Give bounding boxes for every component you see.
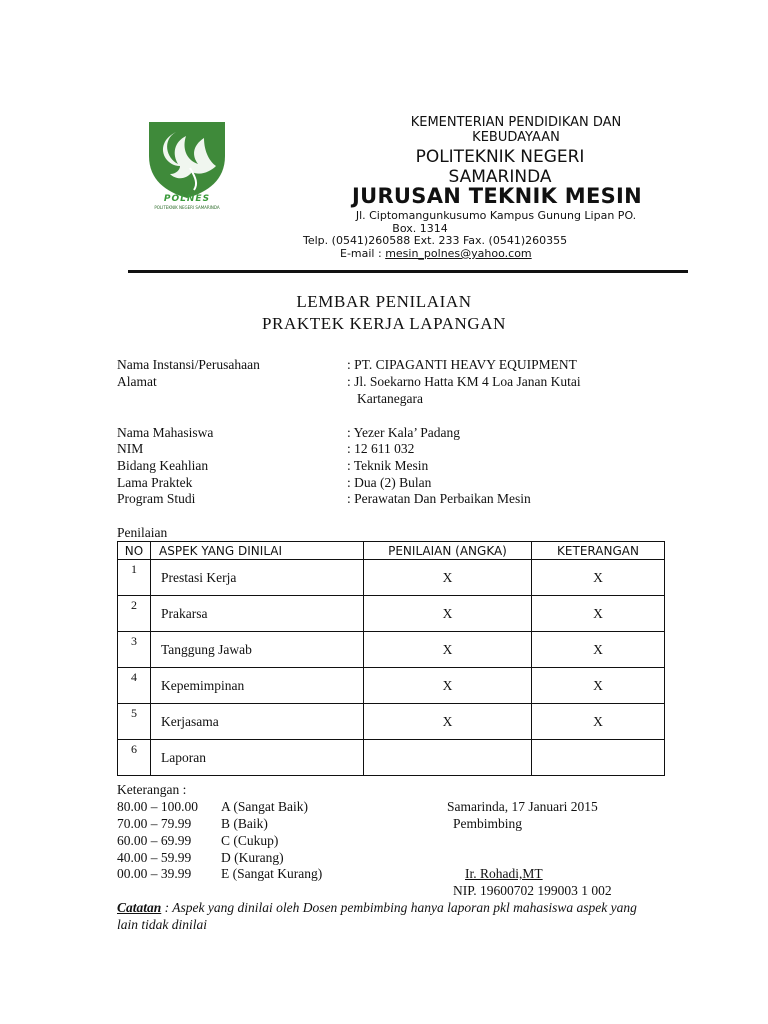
legend-range: 70.00 – 79.99: [117, 816, 192, 831]
header-aspect: ASPEK YANG DINILAI: [151, 542, 364, 560]
row-aspect: Kerjasama: [151, 704, 364, 740]
row-aspect: Laporan: [151, 740, 364, 776]
legend-grade: E (Sangat Kurang): [221, 866, 323, 881]
legend-grade: C (Cukup): [221, 833, 279, 848]
nim-value: : 12 611 032: [347, 441, 415, 456]
student-name-value: : Yezer Kala’ Padang: [347, 425, 460, 440]
row-note[interactable]: X: [532, 704, 665, 740]
legend-range: 60.00 – 69.99: [117, 833, 192, 848]
row-aspect: Kepemimpinan: [151, 668, 364, 704]
legend-range: 40.00 – 59.99: [117, 850, 192, 865]
row-score[interactable]: X: [364, 632, 532, 668]
legend-grade: A (Sangat Baik): [221, 799, 308, 814]
company-address-label: Alamat: [117, 374, 157, 389]
signature-nip: NIP. 19600702 199003 1 002: [453, 883, 612, 898]
company-address-value: : Jl. Soekarno Hatta KM 4 Loa Janan Kutai: [347, 374, 581, 389]
note-label: Catatan: [117, 900, 162, 915]
email-link[interactable]: mesin_polnes@yahoo.com: [385, 247, 532, 260]
row-no: 2: [118, 596, 151, 632]
ministry-line2: KEBUDAYAAN: [472, 130, 560, 145]
row-score[interactable]: X: [364, 668, 532, 704]
polytechnic-line2: SAMARINDA: [448, 167, 552, 187]
assessment-table: [117, 541, 665, 776]
row-no: 1: [118, 560, 151, 596]
row-score[interactable]: X: [364, 560, 532, 596]
duration-label: Lama Praktek: [117, 475, 193, 490]
legend-range: 00.00 – 39.99: [117, 866, 192, 881]
department-title: JURUSAN TEKNIK MESIN: [351, 184, 643, 208]
field-value: : Teknik Mesin: [347, 458, 429, 473]
header-no: NO: [118, 542, 151, 560]
email-line: [340, 247, 532, 260]
table-row: [118, 632, 665, 668]
row-note[interactable]: [532, 740, 665, 776]
header-score: PENILAIAN (ANGKA): [364, 542, 532, 560]
signature-name: Ir. Rohadi,MT: [465, 866, 543, 881]
row-no: 5: [118, 704, 151, 740]
student-name-label: Nama Mahasiswa: [117, 425, 214, 440]
row-no: 3: [118, 632, 151, 668]
header-note: KETERANGAN: [532, 542, 665, 560]
company-name-value: : PT. CIPAGANTI HEAVY EQUIPMENT: [347, 357, 577, 372]
legend-label: Keterangan :: [117, 782, 187, 797]
note-text: [117, 899, 657, 933]
table-row: [118, 596, 665, 632]
row-score[interactable]: X: [364, 596, 532, 632]
legend-range: 80.00 – 100.00: [117, 799, 198, 814]
polytechnic-line1: POLITEKNIK NEGERI: [415, 147, 585, 167]
row-note[interactable]: X: [532, 632, 665, 668]
row-score[interactable]: X: [364, 704, 532, 740]
table-row: [118, 668, 665, 704]
assessment-label: Penilaian: [117, 525, 168, 540]
header-divider: [128, 270, 688, 273]
row-no: 6: [118, 740, 151, 776]
row-note[interactable]: X: [532, 560, 665, 596]
polnes-logo: [146, 118, 228, 214]
address-line2: Box. 1314: [392, 222, 448, 235]
table-row: [118, 704, 665, 740]
legend-grade: D (Kurang): [221, 850, 284, 865]
table-row: [118, 560, 665, 596]
document-title: LEMBAR PENILAIAN: [296, 292, 472, 311]
address-line1: Jl. Ciptomangunkusumo Kampus Gunung Lipan PO.: [355, 209, 637, 222]
duration-value: : Dua (2) Bulan: [347, 475, 432, 490]
row-aspect: Prestasi Kerja: [151, 560, 364, 596]
logo-text: POLNES: [163, 194, 211, 204]
document-subtitle: PRAKTEK KERJA LAPANGAN: [262, 314, 506, 333]
row-score[interactable]: [364, 740, 532, 776]
table-row: [118, 740, 665, 776]
email-label: E-mail :: [340, 247, 386, 260]
ministry-line1: KEMENTERIAN PENDIDIKAN DAN: [410, 115, 622, 130]
signature-role: Pembimbing: [453, 816, 523, 831]
row-aspect: Prakarsa: [151, 596, 364, 632]
program-label: Program Studi: [117, 491, 196, 506]
signature-place-date: Samarinda, 17 Januari 2015: [447, 799, 598, 814]
phone-line: Telp. (0541)260588 Ext. 233 Fax. (0541)260355: [303, 234, 568, 247]
program-value: : Perawatan Dan Perbaikan Mesin: [347, 491, 531, 506]
company-address-value-cont: Kartanegara: [357, 391, 423, 406]
row-no: 4: [118, 668, 151, 704]
table-header-row: [118, 542, 665, 560]
field-label: Bidang Keahlian: [117, 458, 209, 473]
row-note[interactable]: X: [532, 596, 665, 632]
nim-label: NIM: [117, 441, 144, 456]
note-body: : Aspek yang dinilai oleh Dosen pembimbing hanya laporan pkl mahasiswa aspek yang lain tidak dinilai: [117, 900, 637, 932]
legend-grade: B (Baik): [221, 816, 268, 831]
row-note[interactable]: X: [532, 668, 665, 704]
company-name-label: Nama Instansi/Perusahaan: [117, 357, 260, 372]
row-aspect: Tanggung Jawab: [151, 632, 364, 668]
logo-subtext: POLITEKNIK NEGERI SAMARINDA: [154, 205, 220, 210]
